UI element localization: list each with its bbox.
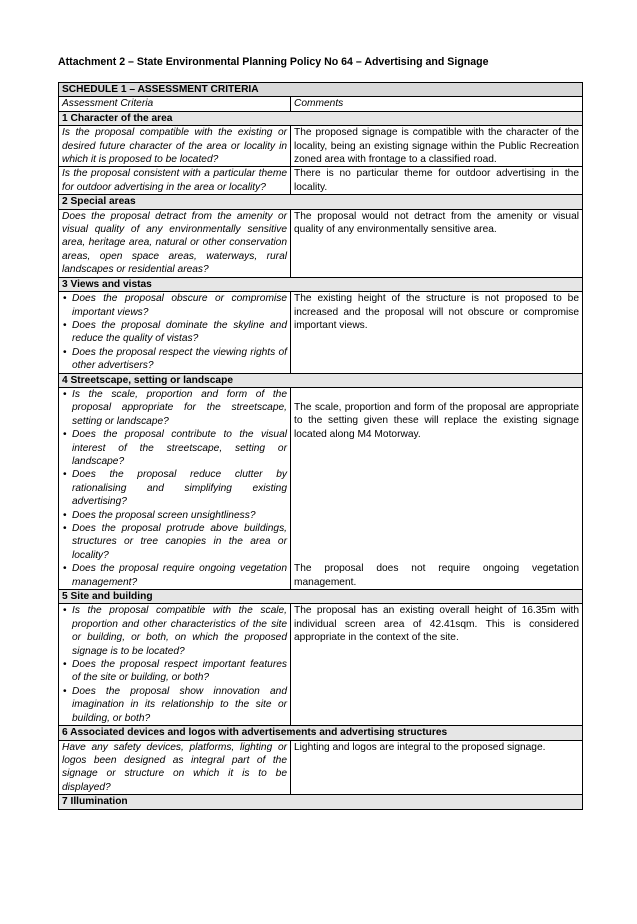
schedule-heading-row xyxy=(59,83,583,97)
comment-cell: The existing height of the structure is not proposed to be increased and the proposal will not obscure or compromise important views. xyxy=(291,292,583,373)
section-heading-row xyxy=(59,195,583,209)
section-heading-special-areas: 2 Special areas xyxy=(59,195,583,209)
list-item: • Does the proposal show innovation and imagination in its relationship to the site or building, or both? xyxy=(62,685,287,725)
table-row xyxy=(59,167,583,195)
criteria-cell xyxy=(59,292,291,373)
column-header-criteria: Assessment Criteria xyxy=(59,97,291,111)
criteria-cell: Is the proposal compatible with the existing or desired future character of the area or locality in which it is proposed to be located? xyxy=(59,126,291,167)
criteria-cell: Does the proposal detract from the amenity or visual quality of any environmentally sensitive area, heritage area, natural or other conservation areas, open space areas, waterways, rural landscapes or residential areas? xyxy=(59,209,291,277)
schedule-heading: SCHEDULE 1 – ASSESSMENT CRITERIA xyxy=(59,83,583,97)
list-item: • Does the proposal respect important features of the site or building, or both? xyxy=(62,658,287,685)
criteria-cell: Is the proposal consistent with a particular theme for outdoor advertising in the area or locality? xyxy=(59,167,291,195)
comment-cell: Lighting and logos are integral to the proposed signage. xyxy=(291,740,583,795)
comment-text-vegetation: The proposal does not require ongoing vegetation management. xyxy=(294,563,579,588)
section-heading-row xyxy=(59,726,583,740)
section-heading-row xyxy=(59,590,583,604)
column-header-row xyxy=(59,97,583,111)
section-heading-row xyxy=(59,373,583,387)
comment-cell: There is no particular theme for outdoor advertising in the locality. xyxy=(291,167,583,195)
assessment-criteria-table xyxy=(58,82,583,810)
criteria-bullet-list xyxy=(62,388,287,589)
list-item: • Does the proposal reduce clutter by rationalising and simplifying existing advertising? xyxy=(62,468,287,508)
criteria-cell xyxy=(59,604,291,726)
section-heading-character: 1 Character of the area xyxy=(59,111,583,125)
list-item: • Is the proposal compatible with the scale, proportion and other characteristics of the site or building, or both, on which the proposed signage is to be located? xyxy=(62,604,287,658)
list-item: • Does the proposal protrude above buildings, structures or tree canopies in the area or locality? xyxy=(62,522,287,562)
section-heading-row xyxy=(59,111,583,125)
comment-text: The scale, proportion and form of the proposal are appropriate to the setting given these will replace the existing signage located along M4 Motorway. xyxy=(294,401,579,440)
criteria-bullet-list xyxy=(62,604,287,725)
table-row xyxy=(59,126,583,167)
document-title: Attachment 2 – State Environmental Planning Policy No 64 – Advertising and Signage xyxy=(58,56,489,68)
comment-cell: The proposal has an existing overall height of 16.35m with individual screen area of 42.41sqm. This is considered appropriate in the context of the site. xyxy=(291,604,583,726)
table-row xyxy=(59,604,583,726)
list-item: • Does the proposal contribute to the visual interest of the streetscape, setting or landscape? xyxy=(62,428,287,468)
comment-cell: The proposal would not detract from the amenity or visual quality of any environmentally sensitive area. xyxy=(291,209,583,277)
list-item: • Does the proposal obscure or compromise important views? xyxy=(62,292,287,319)
section-heading-illumination: 7 Illumination xyxy=(59,795,583,809)
table-row xyxy=(59,209,583,277)
table-row xyxy=(59,387,583,589)
comment-cell: The proposed signage is compatible with the character of the locality, being an existing signage within the Public Recreation zoned area with frontage to a classified road. xyxy=(291,126,583,167)
table-row xyxy=(59,292,583,373)
section-heading-row xyxy=(59,795,583,809)
section-heading-row xyxy=(59,277,583,291)
list-item: • Does the proposal require ongoing vegetation management? xyxy=(62,562,287,589)
criteria-cell xyxy=(59,387,291,589)
section-heading-site-building: 5 Site and building xyxy=(59,590,583,604)
list-item: • Does the proposal dominate the skyline and reduce the quality of vistas? xyxy=(62,319,287,346)
comment-cell xyxy=(291,387,583,589)
comment-spacer xyxy=(294,388,579,401)
criteria-cell: Have any safety devices, platforms, lighting or logos been designed as integral part of the signage or structure on which it is to be displayed? xyxy=(59,740,291,795)
section-heading-views: 3 Views and vistas xyxy=(59,277,583,291)
list-item: • Does the proposal respect the viewing rights of other advertisers? xyxy=(62,346,287,373)
criteria-bullet-list xyxy=(62,292,287,372)
table-row xyxy=(59,740,583,795)
comment-gap xyxy=(294,441,579,562)
list-item: • Does the proposal screen unsightliness? xyxy=(62,509,287,522)
section-heading-associated-devices: 6 Associated devices and logos with advertisements and advertising structures xyxy=(59,726,583,740)
section-heading-streetscape: 4 Streetscape, setting or landscape xyxy=(59,373,583,387)
column-header-comments: Comments xyxy=(291,97,583,111)
list-item: • Is the scale, proportion and form of the proposal appropriate for the streetscape, setting or landscape? xyxy=(62,388,287,428)
